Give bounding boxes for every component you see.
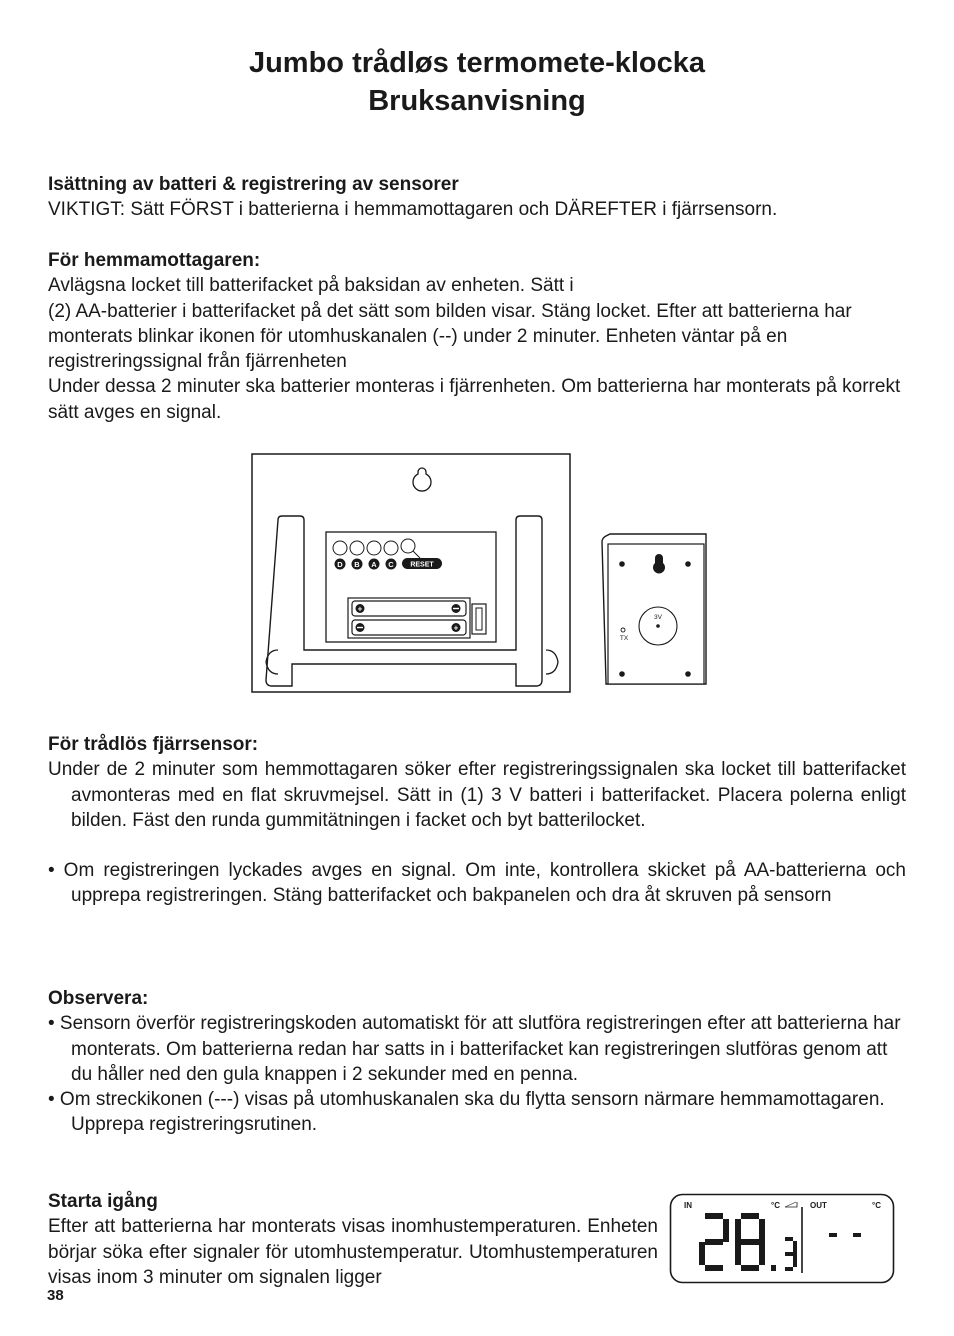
lcd-segment [853, 1233, 861, 1237]
lcd-segment [793, 1254, 797, 1267]
lcd-segment [705, 1265, 723, 1271]
section-heading: Isättning av batteri & registrering av sensorer [48, 174, 459, 195]
lcd-segment [785, 1237, 793, 1241]
in-unit: °C [771, 1201, 780, 1210]
lcd-segment [759, 1242, 765, 1265]
lcd-segment [785, 1267, 793, 1271]
lcd-segment [705, 1239, 723, 1245]
lcd-segment [741, 1213, 759, 1219]
svg-text:+: + [453, 623, 459, 633]
button-label-b: B [354, 560, 360, 569]
out-unit: °C [872, 1201, 881, 1210]
paragraph: Under de 2 minuter som hemmottagaren söker efter registreringssignalen ska locket till batterifacket avmonteras med en flat skruvmejsel. Sätt in (1) 3 V batteri i batterifacket. Placera polerna enligt bilden. Fäst den runda gummitätningen i facket och byt batterilocket. [48, 759, 906, 831]
lcd-segment [705, 1213, 723, 1219]
aa-batteries [348, 598, 486, 638]
out-label: OUT [810, 1201, 827, 1210]
wireless-sensor-section [48, 732, 906, 909]
lcd-segment [741, 1239, 759, 1245]
battery-registration-section [48, 172, 906, 223]
lcd-frame [671, 1195, 894, 1283]
page-number: 38 [47, 1287, 64, 1304]
lcd-segment [735, 1242, 741, 1265]
battery-2 [352, 620, 466, 635]
important-note: VIKTIGT: Sätt FÖRST i batterierna i hemmamottagaren och DÄREFTER i fjärrsensorn. [48, 199, 778, 221]
title-line-1: Jumbo trådløs termomete-klocka [248, 47, 706, 79]
decimal-point [771, 1265, 776, 1271]
home-receiver-section [48, 248, 906, 425]
section-heading: Observera: [48, 988, 149, 1009]
lcd-display-figure [669, 1193, 895, 1285]
lcd-segment [699, 1242, 705, 1265]
section-heading: För trådlös fjärrsensor: [48, 734, 259, 755]
reset-label: RESET [410, 561, 434, 569]
bullet-item: • Om registreringen lyckades avges en signal. Om inte, kontrollera skicket på AA-batterierna och upprepa registreringen. Stäng batterifacket och bakpanelen och dra åt skruven på sensorn [48, 860, 906, 907]
battery-1 [352, 601, 466, 616]
title-line-2: Bruksanvisning [368, 85, 586, 117]
remote-sensor-outline [602, 534, 706, 684]
battery-installation-figure [250, 452, 710, 696]
battery-3v-label: 3V [654, 614, 662, 621]
button-label-a: A [371, 560, 377, 569]
page-title [0, 44, 954, 120]
in-label: IN [684, 1201, 692, 1210]
paragraph: Avlägsna locket till batterifacket på baksidan av enheten. Sätt i [48, 275, 574, 297]
bullet-item: • Om streckikonen (---) visas på utomhuskanalen ska du flytta sensorn närmare hemmamottagaren. Upprepa registreringsrutinen. [48, 1089, 885, 1136]
paragraph: Under dessa 2 minuter ska batterier monteras i fjärrenheten. Om batterierna har monterats på korrekt sätt avges en signal. [48, 376, 901, 423]
lcd-segment [829, 1233, 837, 1237]
getting-started-section [48, 1189, 658, 1290]
paragraph: (2) AA-batterier i batterifacket på det sätt som bilden visar. Stäng locket. Efter att batterierna har monterats blinkar ikonen för utomhuskanalen (--) under 2 minuter. Enheten väntar på en registreringssignal från fjärrenheten [48, 300, 852, 373]
paragraph: Efter att batterierna har monterats visas inomhustemperaturen. Enheten börjar söka efter signaler för utomhustemperatur. Utomhustemperaturen visas inom 3 minuter om signalen ligger [48, 1216, 658, 1288]
lcd-segment [793, 1241, 797, 1254]
svg-text:+: + [357, 604, 363, 614]
observe-section [48, 986, 906, 1138]
lcd-segment [785, 1252, 793, 1256]
lcd-segment [723, 1219, 729, 1242]
lcd-segment [759, 1219, 765, 1242]
bullet-item: • Sensorn överför registreringskoden automatiskt för att slutföra registreringen efter att batterierna har monterats. Om batterierna redan har satts in i batterifacket kan registreringen slutföras genom att du håller ned den gula knappen i 2 sekunder med en penna. [48, 1013, 901, 1085]
button-label-c: C [388, 560, 394, 569]
button-label-d: D [337, 560, 343, 569]
lcd-segment [741, 1265, 759, 1271]
lcd-segment [735, 1219, 741, 1242]
tx-label: TX [619, 635, 629, 642]
section-heading: För hemmamottagaren: [48, 250, 261, 271]
section-heading: Starta igång [48, 1191, 158, 1212]
